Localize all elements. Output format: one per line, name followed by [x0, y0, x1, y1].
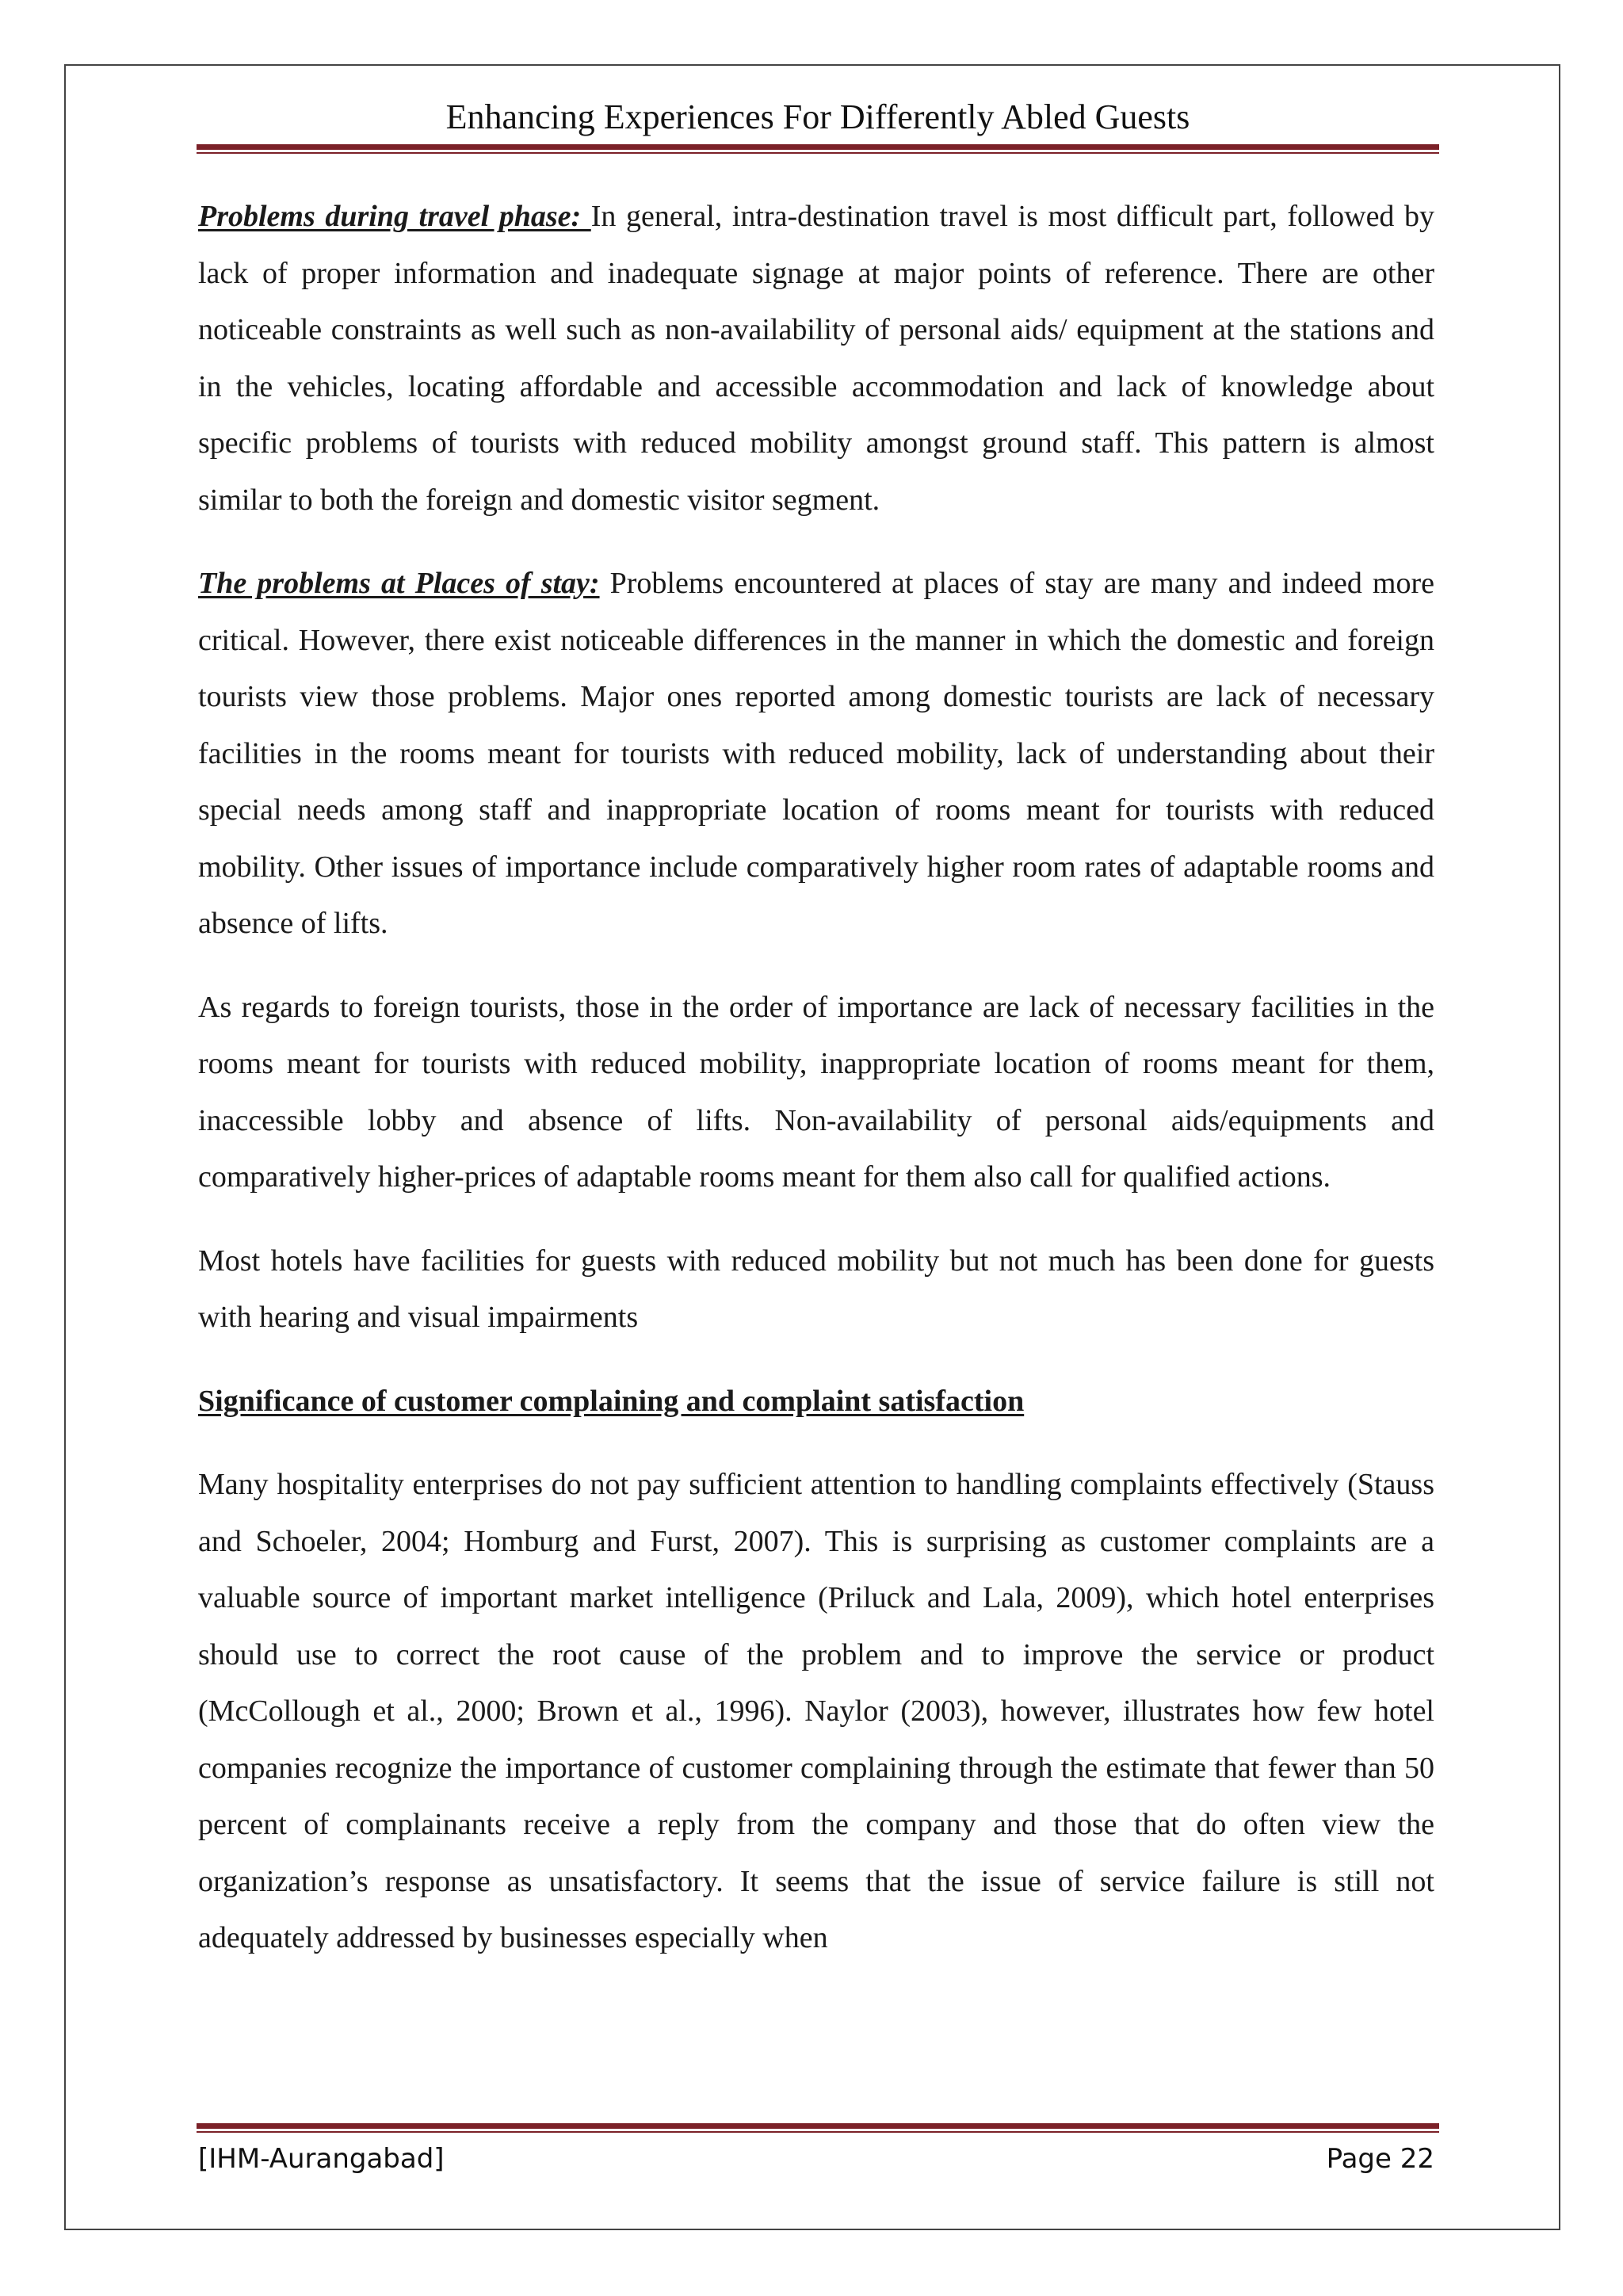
section-heading-complaints: Significance of customer complaining and complaint satisfaction [198, 1384, 1025, 1418]
page-header-title: Enhancing Experiences For Differently Abled Guests [445, 97, 1190, 136]
paragraph-complaint-handling: Many hospitality enterprises do not pay sufficient attention to handling complaints effectively (Stauss and Schoeler, 2004; Homburg and Furst, 2007). This is surprising as customer complaints are a valuable source of important market intelligence (Priluck and Lala, 2009), which hotel enterprises should use to correct the root cause of the problem and to improve the service or product (McCollough et al., 2000; Brown et al., 1996). Naylor (2003), however, illustrates how few hotel companies recognize the importance of customer complaining through the estimate that fewer than 50 percent of complainants receive a reply from the company and those that do often view the organization’s response as unsatisfactory. It seems that the issue of service failure is still not adequately addressed by businesses especially when [198, 1468, 1434, 1954]
paragraph-hotel-facilities: Most hotels have facilities for guests with reduced mobility but not much has been done for guests with hearing and visual impairments [198, 1244, 1434, 1334]
footer-institution: [IHM-Aurangabad] [198, 2143, 445, 2175]
travel-phase-text: In general, intra-destination travel is most difficult part, followed by lack of proper information and inadequate signage at major points of reference. There are other noticeable constraints as well such as non-availability of personal aids/ equipment at the stations and in the vehicles, locating affordable and accessible accommodation and lack of knowledge about specific problems of tourists with reduced mobility amongst ground staff. This pattern is almost similar to both the foreign and domestic visitor segment. [198, 200, 1434, 517]
document-body [198, 189, 1434, 1994]
paragraph-places-of-stay [198, 556, 1434, 953]
travel-phase-heading: Problems during travel phase: [198, 200, 591, 233]
places-of-stay-text: Problems encountered at places of stay are many and indeed more critical. However, there exist noticeable differences in the manner in which the domestic and foreign tourists view those problems. Major ones reported among domestic tourists are lack of necessary facilities in the rooms meant for tourists with reduced mobility, lack of understanding about their special needs among staff and inappropriate location of rooms meant for tourists with reduced mobility. Other issues of importance include comparatively higher room rates of adaptable rooms and absence of lifts. [198, 567, 1434, 940]
footer-page-number: Page 22 [1326, 2143, 1434, 2175]
footer-divider [197, 2123, 1439, 2133]
header-divider [197, 144, 1439, 154]
paragraph-foreign-tourists: As regards to foreign tourists, those in the order of importance are lack of necessary facilities in the rooms meant for tourists with reduced mobility, inappropriate location of rooms meant for them, inaccessible lobby and absence of lifts. Non-availability of personal aids/equipments and comparatively higher-prices of adaptable rooms meant for them also call for qualified actions. [198, 990, 1434, 1194]
places-of-stay-heading: The problems at Places of stay: [198, 567, 600, 600]
paragraph-travel-phase [198, 189, 1434, 529]
